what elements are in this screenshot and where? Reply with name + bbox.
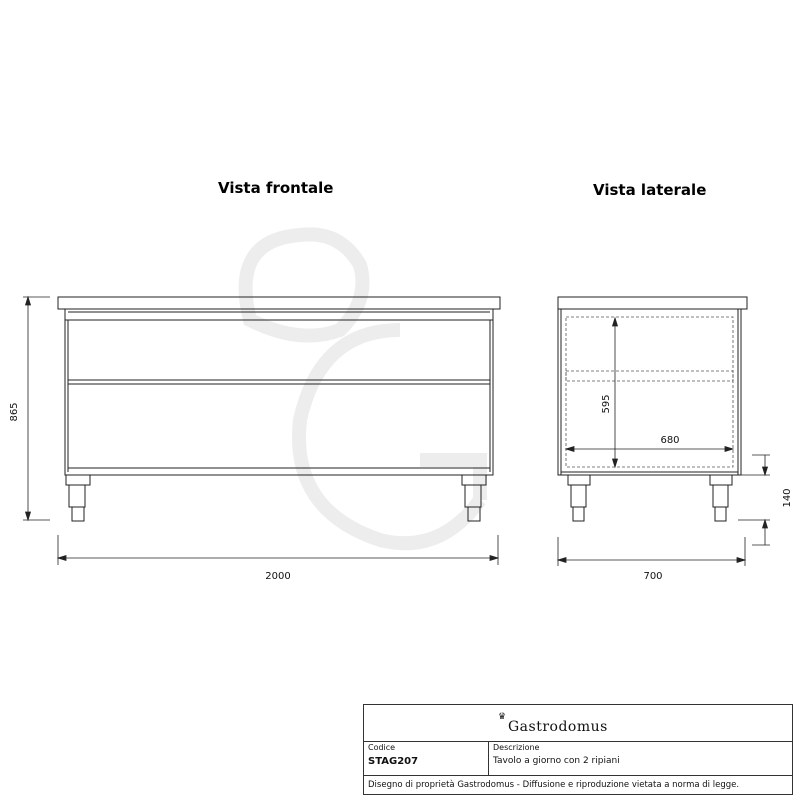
height-dimension: 865	[9, 402, 20, 422]
front-dimensions	[23, 297, 498, 565]
side-leg-left	[568, 475, 590, 485]
front-top	[58, 297, 500, 309]
inner-depth-dimension: 680	[660, 435, 680, 446]
side-frame	[558, 309, 741, 475]
code-label: Codice	[368, 743, 396, 752]
front-view-title: Vista frontale	[218, 179, 334, 197]
code-value: STAG207	[368, 756, 419, 767]
front-shelf	[68, 380, 490, 384]
description-value: Tavolo a giorno con 2 ripiani	[493, 756, 620, 766]
side-view-title: Vista laterale	[593, 181, 707, 199]
title-block	[363, 704, 793, 795]
side-leg-right	[710, 475, 732, 485]
copyright-notice: Disegno di proprietà Gastrodomus - Diffusione e riproduzione vietata a norma di legge.	[368, 780, 740, 790]
inner-height-dimension: 595	[601, 394, 612, 414]
title-block-logo-row	[364, 705, 792, 742]
width-dimension: 2000	[265, 571, 291, 582]
side-view	[558, 297, 747, 521]
side-top	[558, 297, 747, 309]
side-hidden-lines	[566, 317, 733, 467]
front-leg-left	[66, 475, 90, 485]
leg-height-dimension: 140	[782, 488, 793, 508]
description-label: Descrizione	[493, 743, 540, 752]
brand-name: Gastrodomus	[508, 719, 608, 735]
description-cell	[489, 741, 792, 775]
code-cell	[364, 741, 489, 775]
depth-dimension: 700	[643, 571, 663, 582]
chef-hat-icon: ♛	[498, 712, 507, 722]
title-block-info-row	[364, 741, 792, 776]
watermark-logo	[246, 234, 480, 543]
